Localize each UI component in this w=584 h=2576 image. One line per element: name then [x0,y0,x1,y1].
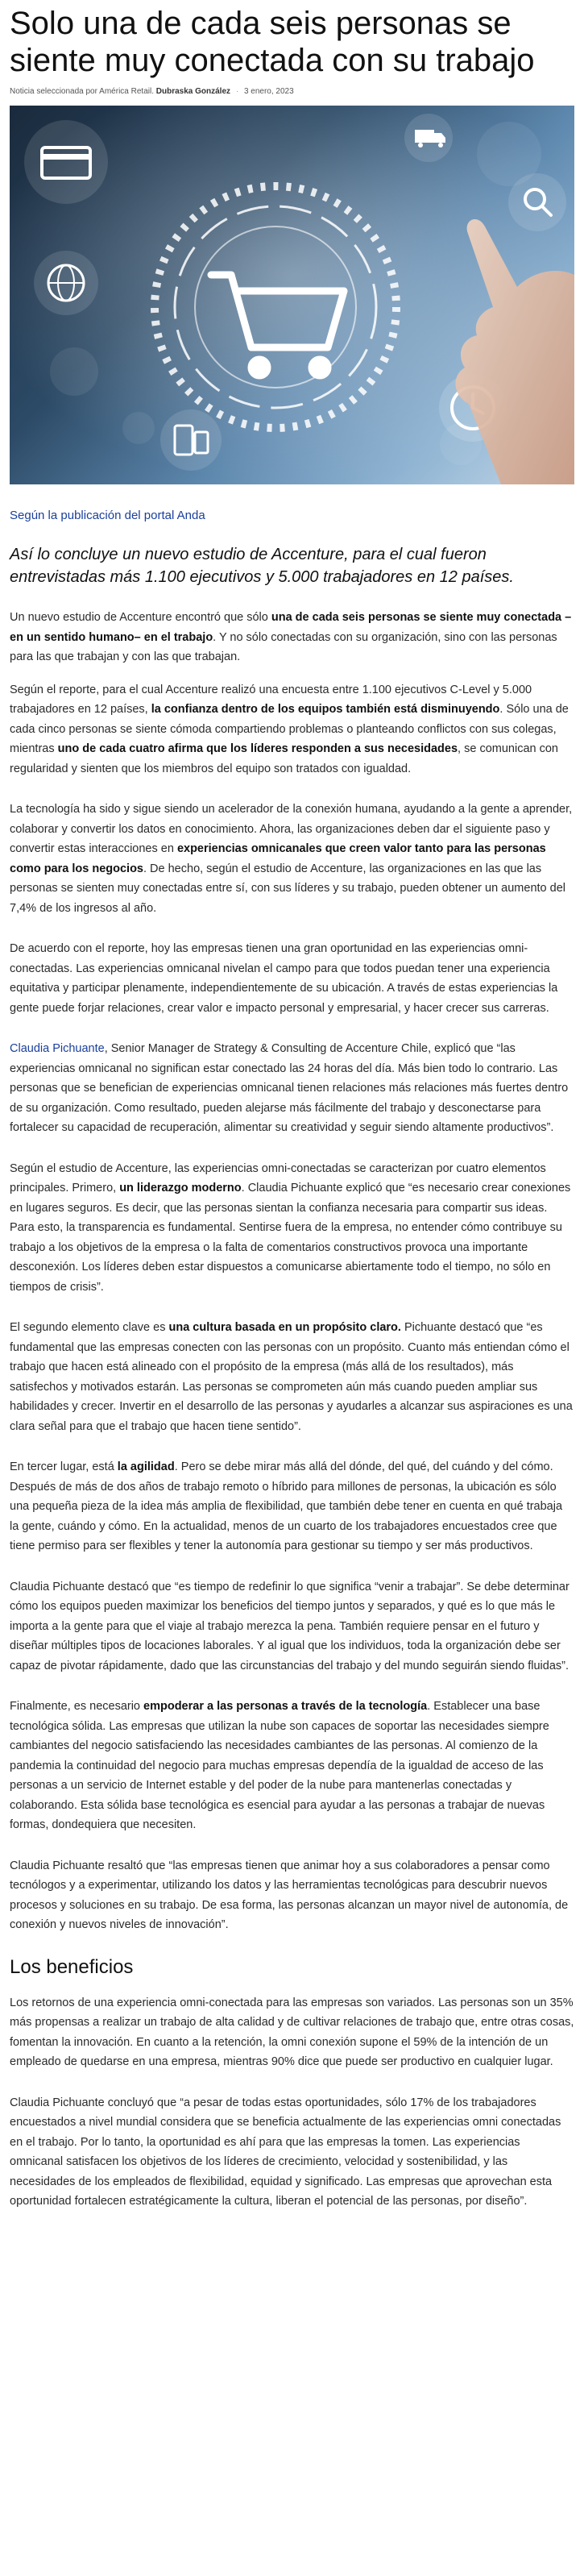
paragraph-9: Claudia Pichuante destacó que “es tiempo de redefinir lo que significa “venir a trabajar”. Se debe determinar cómo los equipos pueden maximizar los beneficios del tiempo juntos y separados, y qué es lo que más le importa a la gente para que el viaje al trabajo merezca la pena. También requiere pensar en el futuro y diseñar múltiples tipos de locaciones laborales. Y al igual que los individuos, toda la organización debe ser capaz de pivotar rápidamente, dado que las circunstancias del trabajo y del mundo seguirán siendo fluidas”. [10,1580,570,1672]
hero-image [10,106,574,484]
p1-bold-1: una de cada seis personas se siente muy conectada –en un sentido humano– en el trabajo [10,611,572,644]
p1-text-a: Un nuevo estudio de Accenture encontró que sólo [10,611,271,624]
paragraph-12: Los retornos de una experiencia omni-conectada para las empresas son variados. Las personas son un 35% más propensas a realizar un trabajo de alta calidad y de cultivar relaciones de trabajo que, entre otras cosas, fomentan la innovación. En cuanto a la retención, la omni conexión supone el 59% de la intención de un empleado de quedarse en una empresa, mientras 90% dice que puede ser productivo en cualquier lugar. [10,1996,574,2068]
devices-icon [160,409,222,471]
p6-text-c: . Claudia Pichuante explicó que “es necesario crear conexiones en lugares seguros. Es decir, que las personas sientan la confianza necesaria para compartir sus ideas. Para esto, la transparencia es fundamental. Sentirse fuera de la empresa, no entender cómo contribuye su trabajo a los objetivos de la empresa o la falta de comentarios constructivos provoca una importante desconexión. Los líderes deben estar dispuestos a comunicarse abiertamente todo el tiempo, no sólo en tiempos de crisis”. [10,1182,571,1294]
article-meta [10,87,574,96]
p2-text-d: , se comunican con regularidad y sienten que los miembros del equipo son tratados con igualdad. [10,742,558,775]
p7-bold-1: una cultura basada en un propósito claro. [168,1321,401,1334]
p8-text-a: En tercer lugar, está [10,1460,118,1473]
p7-text-a: El segundo elemento clave es [10,1321,169,1334]
p10-text-a: Finalmente, es necesario [10,1700,144,1713]
p2-text-a: Según el reporte, para el cual Accenture realizó una encuesta entre 1.100 ejecutivos C-Level y 5.000 trabajadores en 12 países, [10,683,532,716]
p5-text-a: , Senior Manager de Strategy & Consulting de Accenture Chile, explicó que “las experiencias omnicanal no significan estar conectado las 24 horas del día. Más bien todo lo contrario. Las personas que se benefician de experiencias omnicanal tienen relaciones más relaciones más fuertes dentro de su organización. Como resultado, pueden alejarse más fácilmente del trabajo y desconectarse para fortalecer su capacidad de recuperación, alimentar su creatividad y seguir siendo altamente productivos”. [10,1042,569,1134]
paragraph-7 [10,1318,574,1436]
card-icon [24,120,108,204]
paragraph-5 [10,1039,574,1138]
p2-bold-2: uno de cada cuatro afirma que los líderes responden a sus necesidades [57,742,458,755]
p3-text-a: La tecnología ha sido y sigue siendo un acelerador de la conexión humana, ayudando a la gente a aprender, colaborar y convertir los datos en conocimiento. Ahora, las organizaciones deben dar el siguiente paso y convertir estas interacciones en [10,803,573,855]
p3-text-c: . De hecho, según el estudio de Accenture, las organizaciones en las que las personas se sienten muy conectadas entre sí, con sus líderes y su trabajo, pueden obtener un aumento del 7,4% de los ingresos al año. [10,862,565,915]
paragraph-8 [10,1457,574,1556]
paragraph-4: De acuerdo con el reporte, hoy las empresas tienen una gran oportunidad en las experiencias omni-conectadas. Las experiencias omnicanal nivelan el campo para que todos puedan tener una experiencia equitativa y participar plenamente, independientemente de su ubicación. A través de estas experiencias la gente puede forjar relaciones, crear valor e impacto personal y empresarial, y hacer crecer sus carreras. [10,942,558,1015]
p3-bold-1: experiencias omnicanales que creen valor tanto para las personas como para los negocios [10,842,546,875]
p8-text-c: . Pero se debe mirar más allá del dónde, del qué, del cuándo y del cómo. Después de más de dos años de trabajo remoto o híbrido para millones de personas, la ubicación es sólo una pequeña pieza de la idea más amplia de flexibilidad, que también debe tener en cuenta en qué trabaja la gente, cuándo y cómo. En la actualidad, menos de un cuarto de los trabajadores encuestados cree que tiene permiso para ser flexibles y tener la autonomía para gestionar su tiempo y ser más productivos. [10,1460,563,1552]
article-lead: Así lo concluye un nuevo estudio de Accenture, para el cual fueron entrevistadas más 1.100 ejecutivos y 5.000 trabajadores en 12 países. [10,546,514,586]
search-icon [508,173,566,231]
p2-text-c: . Sólo una de cada cinco personas se siente cómoda compartiendo problemas o planteando conflictos con sus colegas, mientras [10,703,569,755]
meta-author[interactable]: Dubraska González [155,87,231,96]
paragraph-11: Claudia Pichuante resaltó que “las empresas tienen que animar hoy a sus colaboradores a pensar como tecnólogos y a experimentar, utilizando los datos y las herramientas tecnológicas para descubrir nuevos procesos y soluciones en su trabajo. De esa forma, las personas alcanzan un mayor nivel de autonomía, de conexión y nuevos niveles de innovación”. [10,1859,569,1931]
meta-prefix: Noticia seleccionada por América Retail. [10,87,154,96]
p6-text-a: Según el estudio de Accenture, las experiencias omni-conectadas se caracterizan por cuatro elementos principales. Primero, [10,1161,546,1195]
p10-text-c: . Establecer una base tecnológica sólida. Las empresas que utilizan la nube son capaces de soportar las necesidades siempre cambiantes del negocio satisfaciendo las necesidades cambiantes de las personas. Al comienzo de la pandemia la continuidad del negocio para muchas empresas dependía de la igualdad de acceso de las personas a un servicio de Internet estable y del poder de la nube para mantenerlas conectadas y colaborando. Esta sólida base tecnológica es esencial para ayudar a las personas a trabajar de nuevas formas, dondequiera que necesiten. [10,1700,549,1831]
person-link[interactable]: Claudia Pichuante [10,1042,105,1055]
paragraph-13: Claudia Pichuante concluyó que “a pesar de todas estas oportunidades, sólo 17% de los trabajadores encuestados a nivel mundial considera que se beneficia actualmente de las experiencias omni conectadas en el trabajo. Por lo tanto, la oportunidad es ahí para que las empresas la tomen. Las experiencias omnicanal satisfacen los objetivos de los líderes de crecimiento, velocidad y sostenibilidad, y las necesidades de los empleados de flexibilidad, equidad y significado. Las empresas que aprovechan esta oportunidad fortalecen estratégicamente la cultura, liberan el potencial de las personas, por diseño”. [10,2096,561,2208]
truck-icon [404,114,453,162]
p8-bold-1: la agilidad [117,1460,175,1473]
paragraph-1 [10,608,574,667]
article-title: Solo una de cada seis personas se siente muy conectada con su trabajo [10,6,535,78]
p6-bold-1: un liderazgo moderno [119,1182,242,1195]
p10-bold-1: empoderar a las personas a través de la tecnología [143,1700,428,1713]
meta-separator: · [235,87,239,96]
p2-bold-1: la confianza dentro de los equipos también está disminuyendo [151,703,500,716]
meta-date: 3 enero, 2023 [243,87,294,96]
paragraph-2 [10,680,574,779]
paragraph-10 [10,1697,574,1835]
source-link[interactable]: Según la publicación del portal Anda [10,509,205,522]
globe-icon [34,251,98,315]
section-heading-beneficios: Los beneficios [10,1955,134,1978]
p1-text-c: . Y no sólo conectadas con su organización, sino con las personas para las que trabajan y con las que trabajan. [10,630,557,663]
paragraph-3 [10,800,574,918]
hero-illustration [10,106,574,484]
paragraph-6 [10,1159,574,1298]
p7-text-c: Pichuante destacó que “es fundamental que las empresas conecten con las personas con un propósito. Cuanto más entiendan cómo el trabajo que hacen está alineado con el propósito de la empresa (más allá de los resultados), más satisfechos y motivados estarán. Las personas se comprometen aún más cuando pueden ampliar sus habilidades y crecer. Invertir en el desarrollo de las personas y ayudarles a alcanzar sus aspiraciones es una clara señal para que el trabajo que hacen tiene sentido”. [10,1321,573,1433]
